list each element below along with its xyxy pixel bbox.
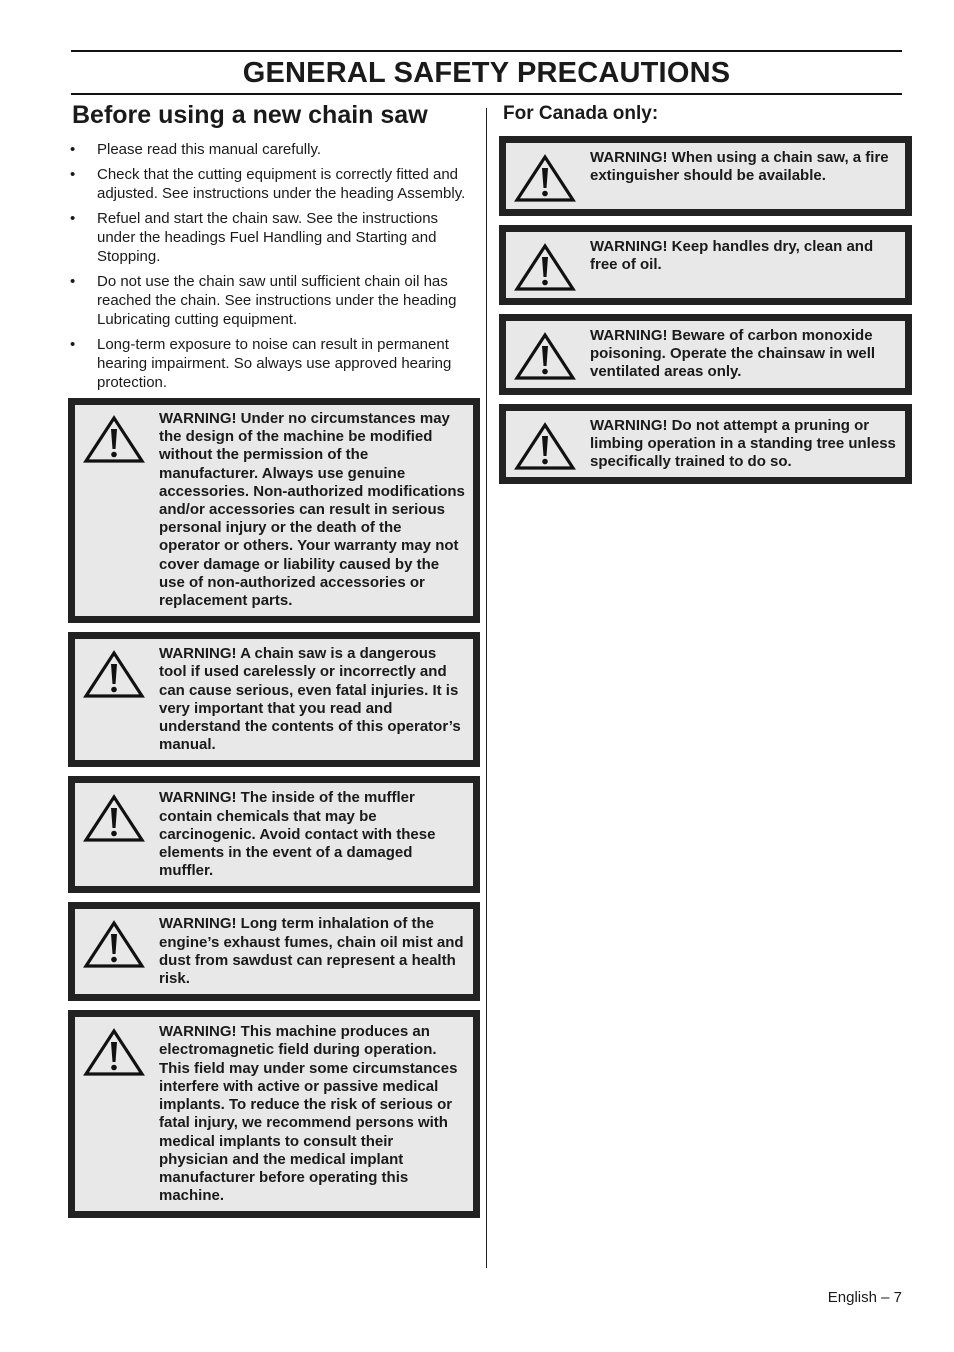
warning-triangle-icon <box>514 331 576 381</box>
warning-text: WARNING! A chain saw is a dangerous tool if used carelessly or incorrectly and can cause serious, even fatal injuries. It is very important that you read and understand the contents of this operator’s manual. <box>159 645 461 754</box>
warning-triangle-icon <box>514 421 576 471</box>
warning-box-body <box>75 783 473 886</box>
bullet-glyph: • <box>70 166 76 183</box>
column-divider <box>486 108 487 1268</box>
bullet-glyph: • <box>70 210 76 227</box>
warning-box <box>68 632 480 767</box>
warning-box-body <box>75 909 473 994</box>
title-rule-bottom <box>71 93 902 95</box>
bullet-glyph: • <box>70 336 76 353</box>
warning-triangle-icon <box>83 1027 145 1077</box>
warning-text: WARNING! When using a chain saw, a fire extinguisher should be available. <box>590 149 889 185</box>
bullet-glyph: • <box>70 273 76 290</box>
warning-triangle-icon <box>83 414 145 464</box>
warning-box <box>68 1010 480 1218</box>
warning-box <box>499 404 912 485</box>
list-item <box>68 335 473 392</box>
instruction-list <box>68 140 480 392</box>
warning-text: WARNING! Keep handles dry, clean and free of oil. <box>590 238 874 274</box>
warning-box-body <box>506 143 905 209</box>
warning-triangle-icon <box>514 153 576 203</box>
warning-box-body <box>506 232 905 298</box>
list-item-text: Check that the cutting equipment is correctly fitted and adjusted. See instructions under the heading Assembly. <box>97 166 466 202</box>
right-column <box>499 100 912 493</box>
warning-box <box>499 314 912 395</box>
bullet-glyph: • <box>70 141 76 158</box>
list-item <box>68 209 473 266</box>
warning-text: WARNING! This machine produces an electromagnetic field during operation. This field may under some circumstances interfere with active or passive medical implants. To reduce the risk of serious or fatal injury, we recommend persons with medical implants to consult their physician and the medical implant manufacturer before operating this machine. <box>159 1023 458 1205</box>
list-item-text: Refuel and start the chain saw. See the instructions under the headings Fuel Handling and Starting and Stopping. <box>97 210 439 265</box>
warning-triangle-icon <box>83 649 145 699</box>
warning-triangle-icon <box>83 793 145 843</box>
warning-box-body <box>506 321 905 388</box>
title-rule-top <box>71 50 902 52</box>
warning-box <box>68 398 480 623</box>
section-heading-new-chain-saw: Before using a new chain saw <box>72 101 428 129</box>
warning-text: WARNING! The inside of the muffler contain chemicals that may be carcinogenic. Avoid contact with these elements in the event of a damaged muffler. <box>159 789 436 880</box>
list-item-text: Do not use the chain saw until sufficient chain oil has reached the chain. See instructions under the heading Lubricating cutting equipment. <box>97 273 457 328</box>
list-item <box>68 140 473 159</box>
list-item-text: Please read this manual carefully. <box>97 141 322 158</box>
warning-box-body <box>506 411 905 478</box>
warning-text: WARNING! Beware of carbon monoxide poisoning. Operate the chainsaw in well ventilated areas only. <box>590 327 876 381</box>
warning-box-body <box>75 405 473 616</box>
warning-box-body <box>75 639 473 760</box>
section-heading-canada: For Canada only: <box>503 103 659 124</box>
list-item <box>68 165 473 203</box>
warning-box <box>499 225 912 305</box>
left-column <box>68 100 480 1227</box>
list-item-text: Long-term exposure to noise can result in permanent hearing impairment. So always use approved hearing protection. <box>97 336 452 391</box>
warning-text: WARNING! Under no circumstances may the design of the machine be modified without the permission of the manufacturer. Always use genuine accessories. Non-authorized modifications and/or accessories can result in serious personal injury or the death of the operator or others. Your warranty may not cover damage or liability caused by the use of non-authorized accessories or replacement parts. <box>159 410 465 610</box>
warning-box-body <box>75 1017 473 1211</box>
warning-triangle-icon <box>83 919 145 969</box>
warning-box <box>68 776 480 893</box>
warning-box <box>68 902 480 1001</box>
warning-text: WARNING! Long term inhalation of the engine’s exhaust fumes, chain oil mist and dust from sawdust can represent a health risk. <box>159 915 464 988</box>
page-footer: English – 7 <box>827 1289 902 1306</box>
warning-text: WARNING! Do not attempt a pruning or limbing operation in a standing tree unless specifically trained to do so. <box>590 416 896 471</box>
warning-triangle-icon <box>514 242 576 292</box>
warning-box <box>499 136 912 216</box>
list-item <box>68 272 473 329</box>
page-title: GENERAL SAFETY PRECAUTIONS <box>242 57 731 89</box>
